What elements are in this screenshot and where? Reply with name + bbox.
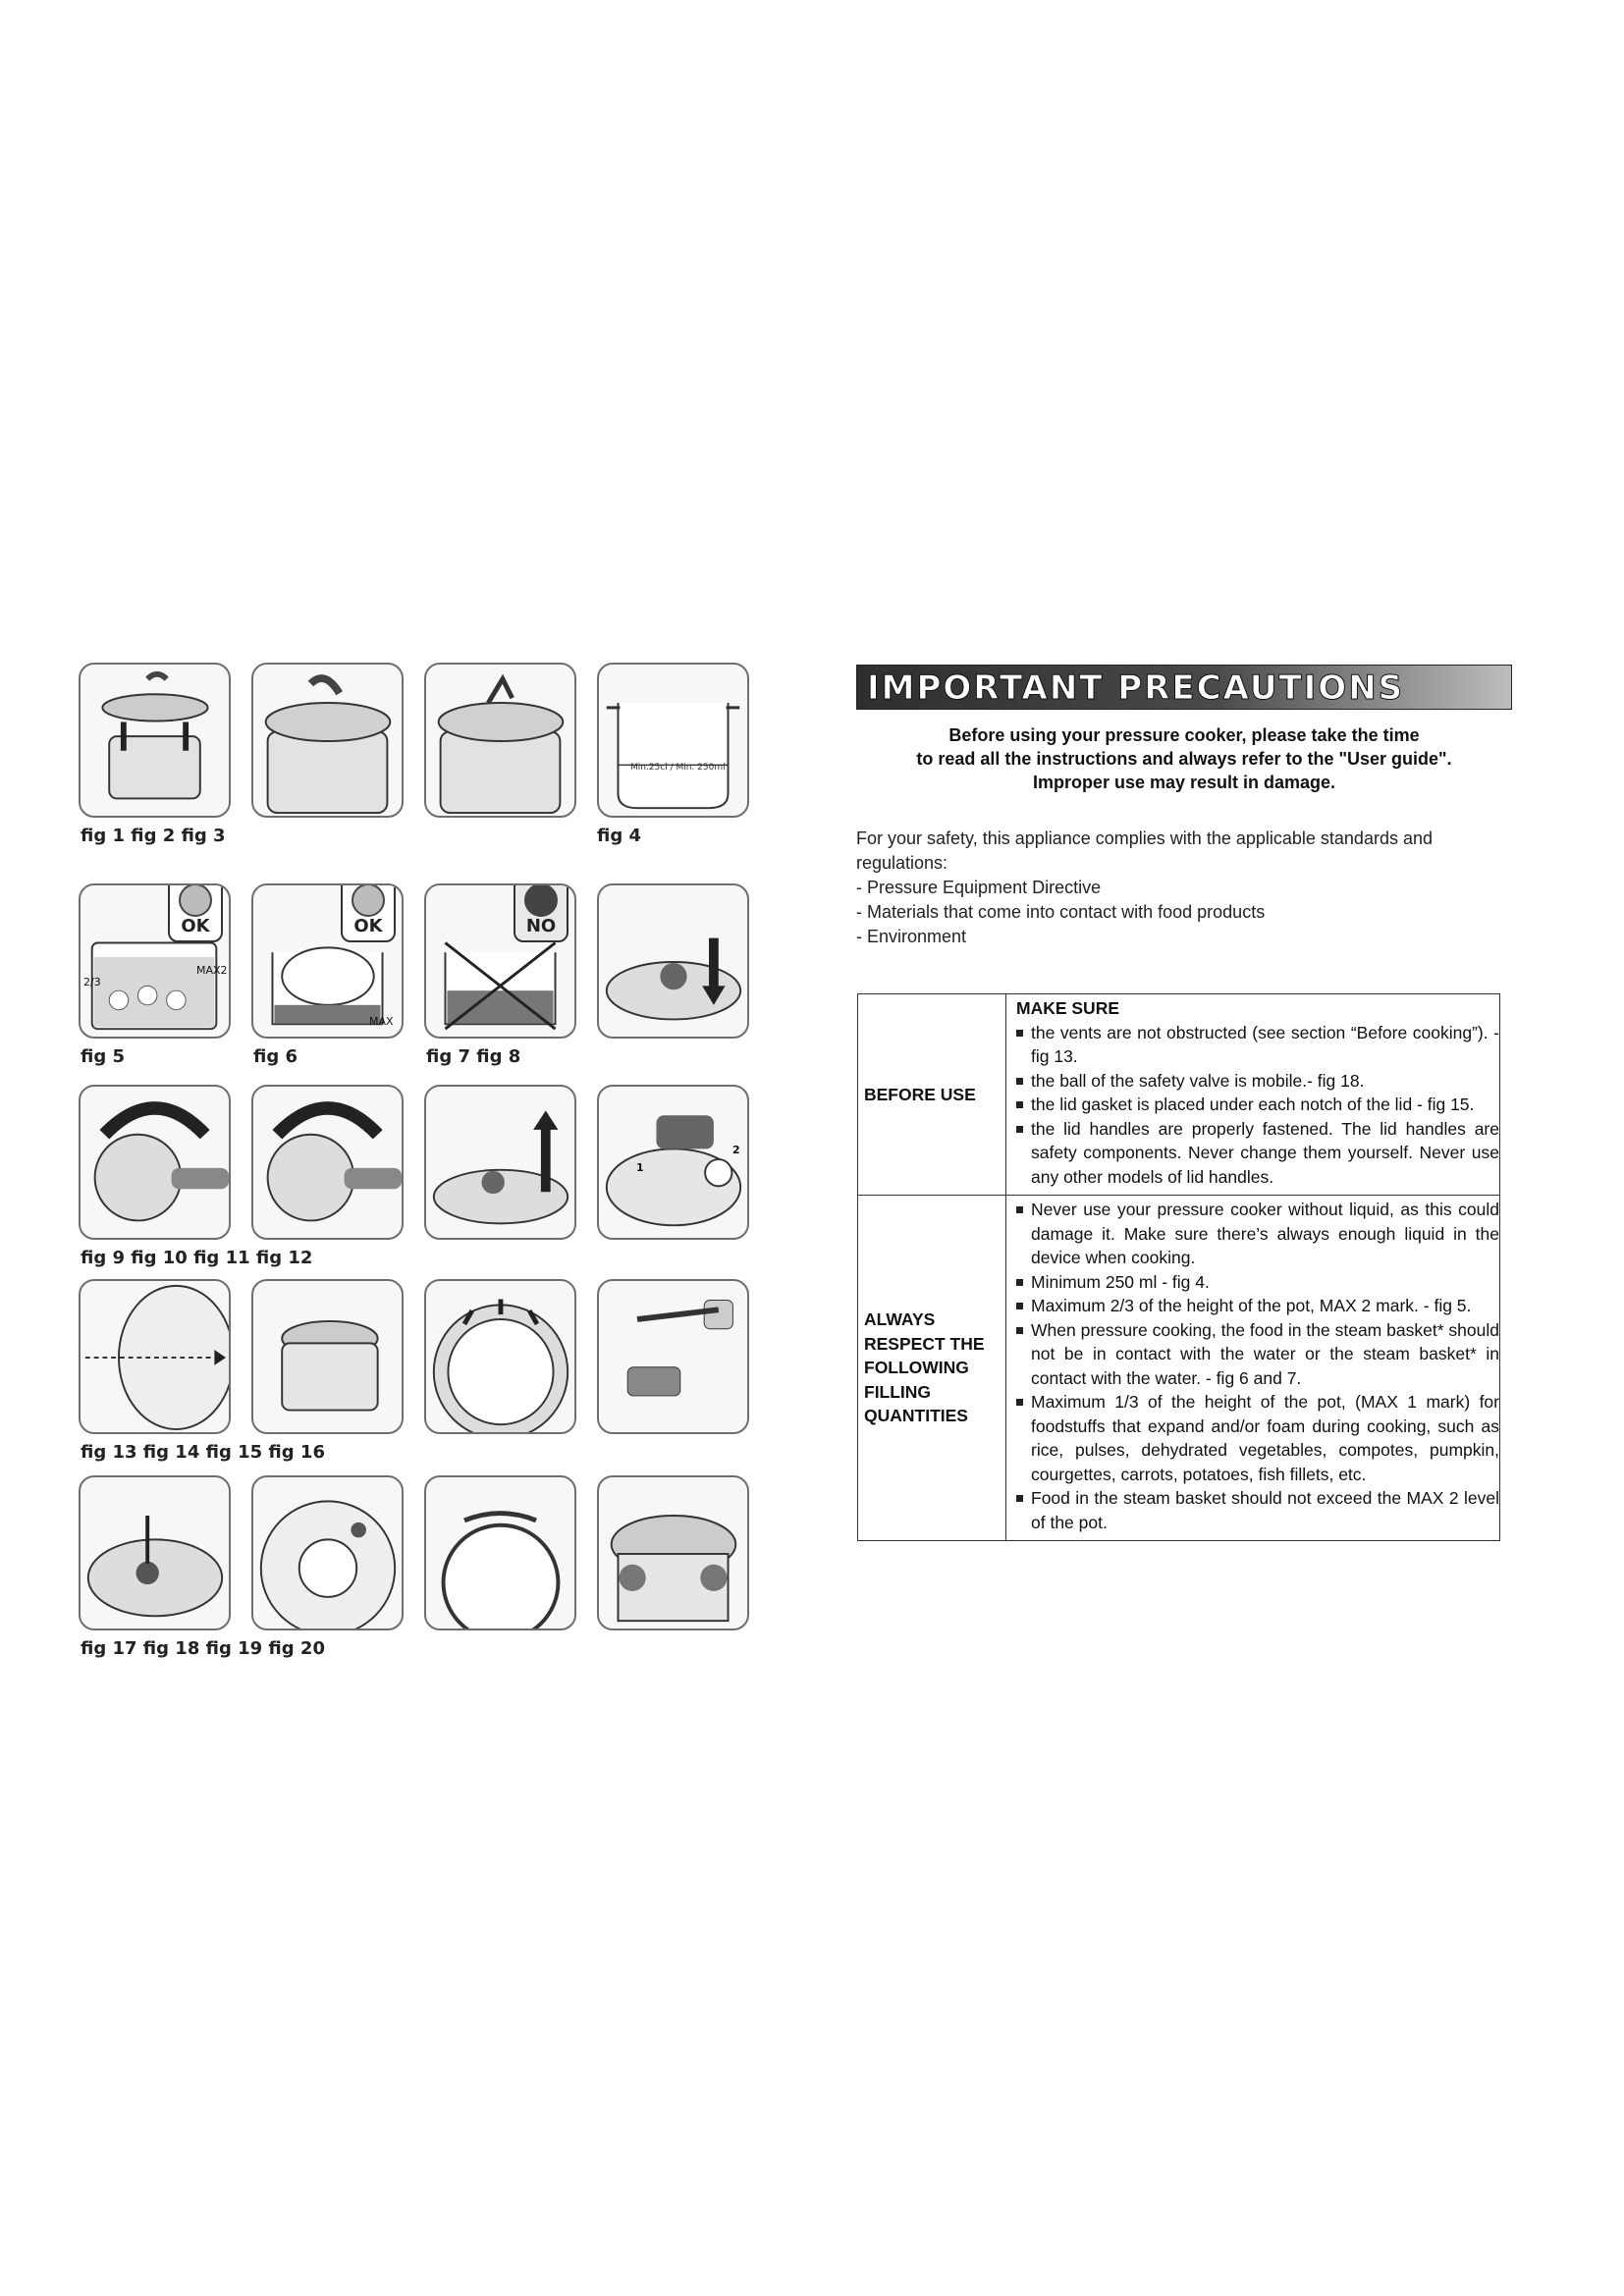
table-row: [858, 1196, 1500, 1541]
fig-7-illustration: [424, 883, 576, 1039]
caption-fig-9-12: fig 9 fig 10 fig 11 fig 12: [81, 1248, 313, 1268]
caption-fig-7-8: fig 7 fig 8: [426, 1046, 521, 1067]
intro-line-2: to read all the instructions and always refer to the "User guide".: [916, 749, 1452, 769]
intro-note: [856, 723, 1512, 794]
list-item: Never use your pressure cooker without liquid, as this could damage it. Make sure there’s always enough liquid in the device when cooking.: [1014, 1198, 1499, 1270]
fig-9-illustration: [79, 1085, 231, 1240]
caption-fig-13-16: fig 13 fig 14 fig 15 fig 16: [81, 1442, 325, 1463]
row-heading-before-use: BEFORE USE: [858, 994, 1006, 1196]
fig-5-illustration: [79, 883, 231, 1039]
precautions-table: [857, 993, 1500, 1541]
title-banner: [856, 665, 1512, 710]
fig-10-illustration: [251, 1085, 404, 1240]
ok-badge: OK: [168, 883, 223, 942]
row-body-before-use: [1006, 994, 1500, 1196]
label-max: MAX: [369, 1015, 394, 1028]
fig-4-illustration: [597, 663, 749, 818]
caption-fig-6: fig 6: [253, 1046, 298, 1067]
fig-1-illustration: [79, 663, 231, 818]
row-heading-filling-quantities: ALWAYS RESPECT THE FOLLOWING FILLING QUANTITIES: [858, 1196, 1006, 1541]
caption-fig-17-20: fig 17 fig 18 fig 19 fig 20: [81, 1638, 325, 1659]
bullet-list: [1014, 1198, 1499, 1534]
list-item: the lid handles are properly fastened. The lid handles are safety components. Never change them yourself. Never use any other models of lid handles.: [1014, 1117, 1499, 1190]
list-item: When pressure cooking, the food in the steam basket* should not be in contact with the water or the steam basket* in contact with the water. - fig 6 and 7.: [1014, 1318, 1499, 1391]
make-sure-heading: MAKE SURE: [1016, 998, 1120, 1018]
list-item: the vents are not obstructed (see section “Before cooking”). - fig 13.: [1014, 1021, 1499, 1069]
intro-line-3: Improper use may result in damage.: [1032, 773, 1336, 792]
fig-12-illustration: [597, 1085, 749, 1240]
fig-15-illustration: [424, 1279, 576, 1434]
fig-4-min-label: Min.25cl / Min. 250ml: [630, 763, 726, 773]
caption-fig-4: fig 4: [597, 826, 642, 846]
fig-6-illustration: [251, 883, 404, 1039]
fig-11-illustration: [424, 1085, 576, 1240]
label-step-1: 1: [636, 1161, 644, 1174]
fig-19-illustration: [424, 1475, 576, 1630]
caption-fig-5: fig 5: [81, 1046, 126, 1067]
fig-13-illustration: [79, 1279, 231, 1434]
list-item: Food in the steam basket should not exceed the MAX 2 level of the pot.: [1014, 1486, 1499, 1534]
list-item: Maximum 2/3 of the height of the pot, MAX 2 mark. - fig 5.: [1014, 1294, 1499, 1318]
caption-fig-1-3: fig 1 fig 2 fig 3: [81, 826, 226, 846]
safety-item: - Materials that come into contact with food products: [856, 902, 1266, 922]
table-row: [858, 994, 1500, 1196]
fig-2-illustration: [251, 663, 404, 818]
label-two-thirds: 2/3: [83, 976, 101, 988]
fig-8-illustration: [597, 883, 749, 1039]
label-max2: MAX2: [196, 964, 228, 977]
happy-face-icon: [179, 883, 212, 917]
fig-18-illustration: [251, 1475, 404, 1630]
fig-17-illustration: [79, 1475, 231, 1630]
intro-line-1: Before using your pressure cooker, please take the time: [948, 725, 1420, 745]
fig-3-illustration: [424, 663, 576, 818]
safety-line-2: regulations:: [856, 853, 948, 873]
sad-face-icon: [524, 883, 558, 917]
safety-item: - Pressure Equipment Directive: [856, 878, 1102, 897]
row-body-filling-quantities: [1006, 1196, 1500, 1541]
fig-16-illustration: [597, 1279, 749, 1434]
page-title: IMPORTANT PRECAUTIONS: [867, 668, 1405, 708]
no-badge: NO: [514, 883, 568, 942]
safety-item: - Environment: [856, 927, 967, 946]
bullet-list: [1014, 1021, 1499, 1190]
fig-20-illustration: [597, 1475, 749, 1630]
label-step-2: 2: [732, 1144, 740, 1156]
fig-14-illustration: [251, 1279, 404, 1434]
list-item: Minimum 250 ml - fig 4.: [1014, 1270, 1499, 1295]
safety-statement: [856, 827, 1512, 949]
list-item: the ball of the safety valve is mobile.- fig 18.: [1014, 1069, 1499, 1094]
happy-face-icon: [352, 883, 385, 917]
ok-badge: OK: [341, 883, 396, 942]
list-item: the lid gasket is placed under each notch of the lid - fig 15.: [1014, 1093, 1499, 1117]
safety-line-1: For your safety, this appliance complies with the applicable standards and: [856, 828, 1433, 848]
list-item: Maximum 1/3 of the height of the pot, (MAX 1 mark) for foodstuffs that expand and/or foam during cooking, such as rice, pulses, dehydrated vegetables, compotes, pumpkin, courgettes, carrots, potatoes, fish fillets, etc.: [1014, 1390, 1499, 1486]
